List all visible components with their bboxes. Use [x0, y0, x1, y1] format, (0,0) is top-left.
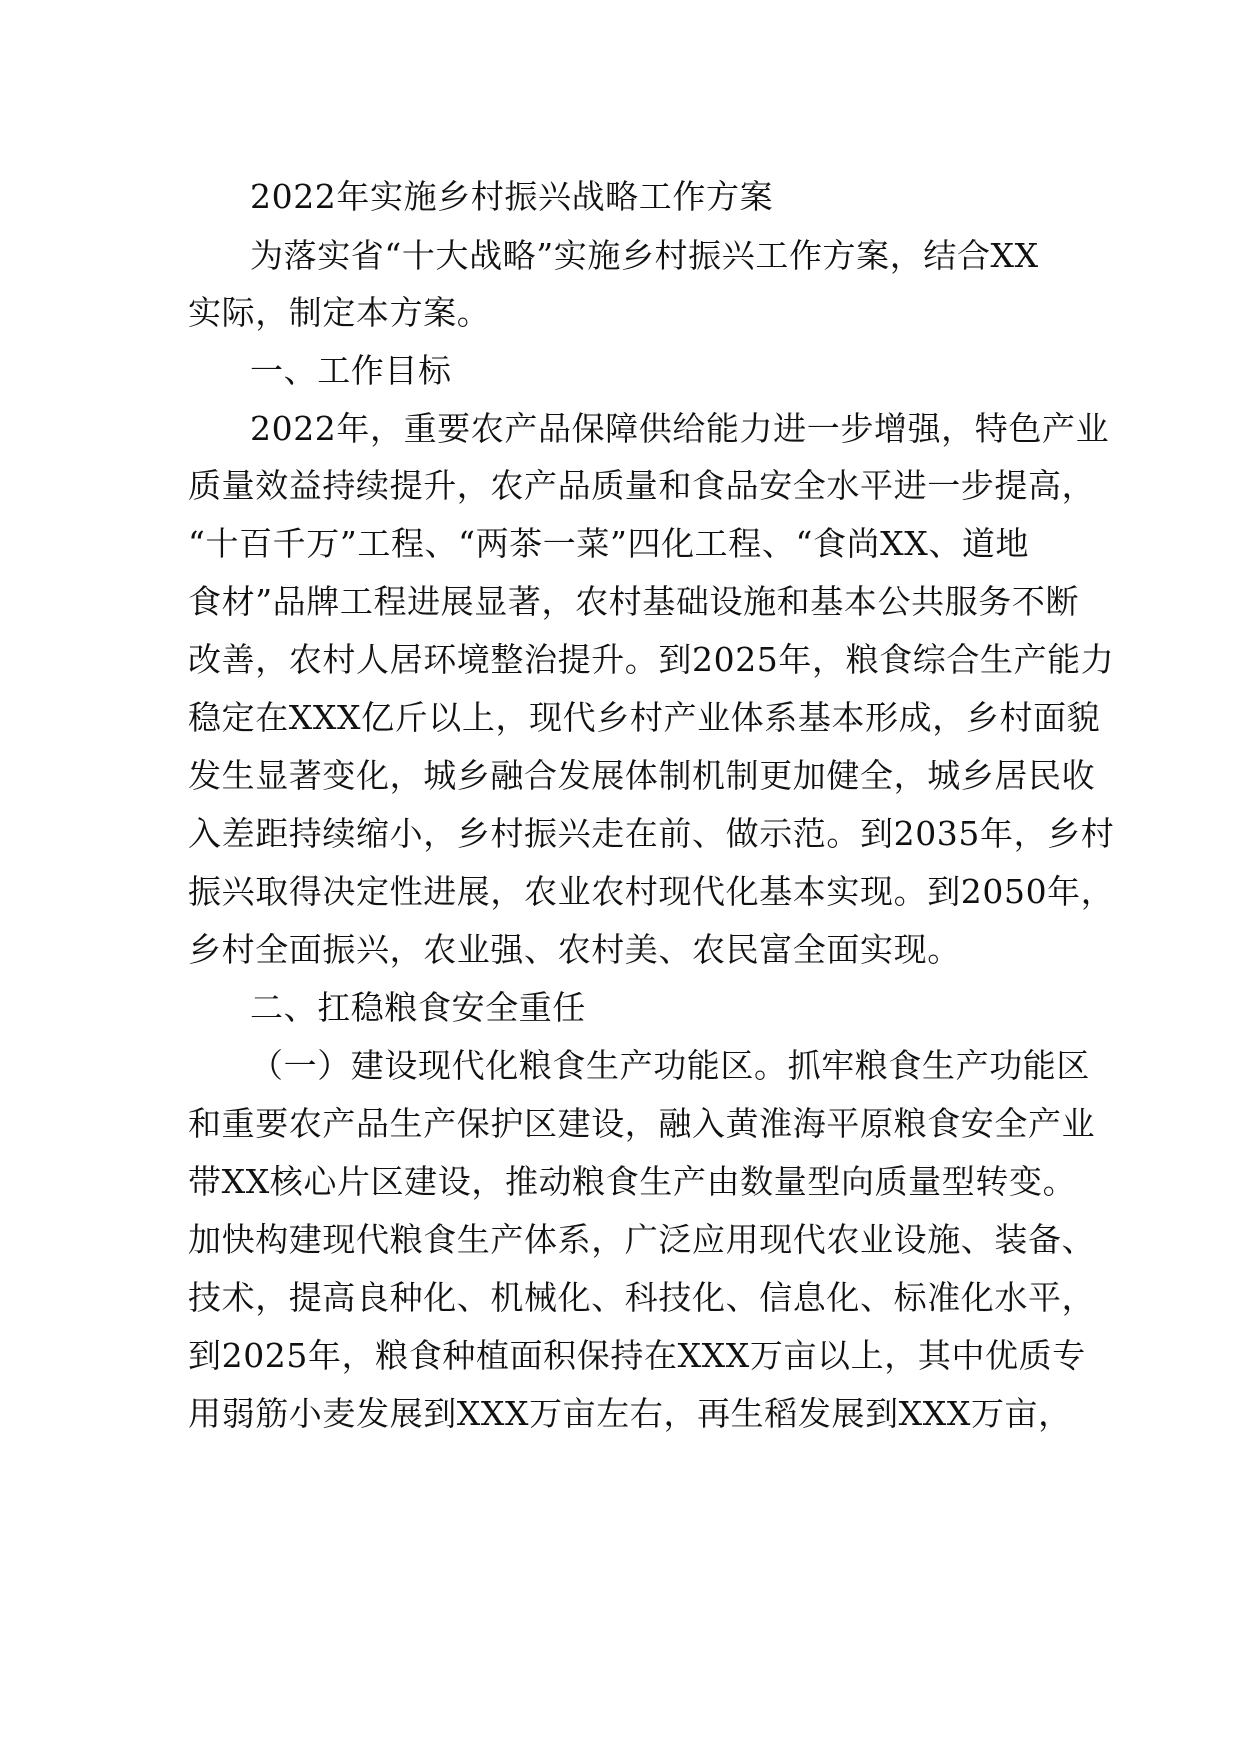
paragraph-line: 入差距持续缩小，乡村振兴走在前、做示范。到2035年，乡村 — [188, 814, 1115, 853]
paragraph-line: 和重要农产品生产保护区建设，融入黄淮海平原粮食安全产业 — [188, 1104, 1096, 1143]
paragraph-line: 振兴取得决定性进展，农业农村现代化基本实现。到2050年， — [188, 872, 1115, 911]
paragraph-line: 食材”品牌工程进展显著，农村基础设施和基本公共服务不断 — [188, 582, 1080, 621]
paragraph-line: 为落实省“十大战略”实施乡村振兴工作方案，结合XX — [250, 236, 1039, 275]
paragraph-line: 技术，提高良种化、机械化、科技化、信息化、标准化水平， — [188, 1278, 1096, 1317]
section-heading: 二、扛稳粮食安全重任 — [250, 988, 586, 1027]
paragraph-line: “十百千万”工程、“两茶一菜”四化工程、“食尚XX、道地 — [188, 524, 1030, 563]
paragraph-line: 质量效益持续提升，农产品质量和食品安全水平进一步提高， — [188, 466, 1096, 505]
paragraph-line: （一）建设现代化粮食生产功能区。抓牢粮食生产功能区 — [250, 1046, 1090, 1085]
paragraph-line: 发生显著变化，城乡融合发展体制机制更加健全，城乡居民收 — [188, 756, 1096, 795]
paragraph-line: 乡村全面振兴，农业强、农村美、农民富全面实现。 — [188, 930, 961, 969]
paragraph-line: 到2025年，粮食种植面积保持在XXX万亩以上，其中优质专 — [188, 1336, 1086, 1375]
section-heading: 一、工作目标 — [250, 351, 452, 390]
paragraph-line: 改善，农村人居环境整治提升。到2025年，粮食综合生产能力 — [188, 640, 1115, 679]
paragraph-line: 用弱筋小麦发展到XXX万亩左右，再生稻发展到XXX万亩， — [188, 1394, 1072, 1433]
paragraph-line: 实际，制定本方案。 — [188, 293, 491, 332]
paragraph-line: 加快构建现代粮食生产体系，广泛应用现代农业设施、装备、 — [188, 1220, 1096, 1259]
paragraph-line: 稳定在XXX亿斤以上，现代乡村产业体系基本形成，乡村面貌 — [188, 698, 1101, 737]
document-title: 2022年实施乡村振兴战略工作方案 — [250, 177, 774, 216]
paragraph-line: 2022年，重要农产品保障供给能力进一步增强，特色产业 — [250, 409, 1110, 448]
paragraph-line: 带XX核心片区建设，推动粮食生产由数量型向质量型转变。 — [188, 1162, 1077, 1201]
